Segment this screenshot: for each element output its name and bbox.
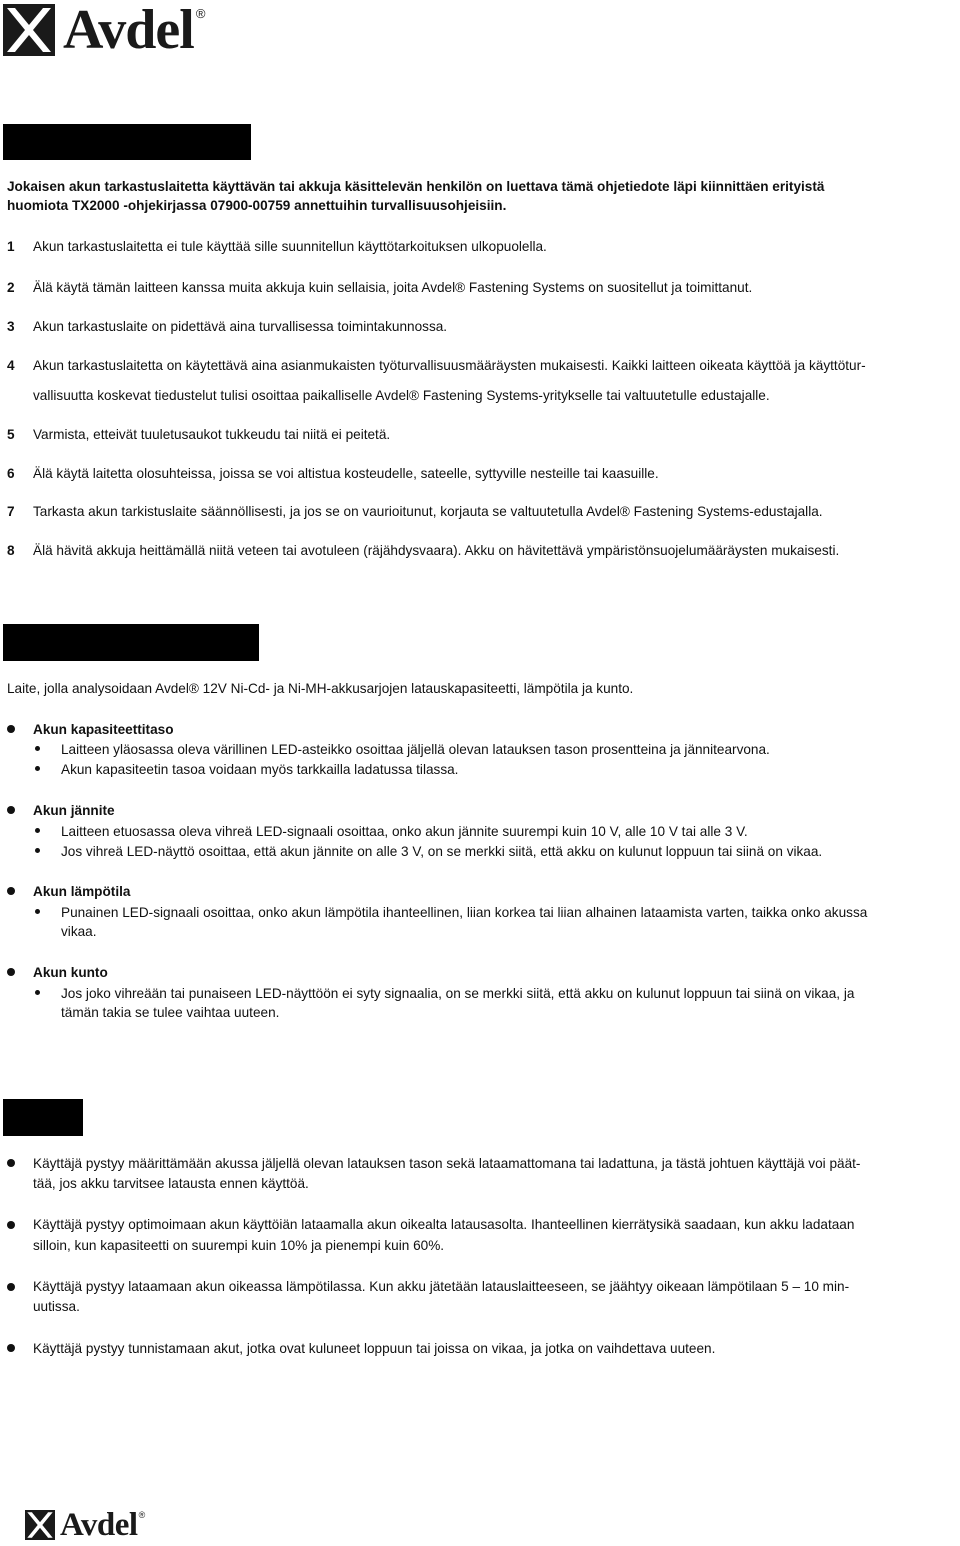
bullet-icon [7, 1283, 15, 1291]
bullet-icon [7, 1344, 15, 1352]
feature-detail: tämän takia se tulee vaihtaa uuteen. [61, 1005, 280, 1020]
avdel-emblem-icon [3, 4, 55, 56]
benefit-text: Käyttäjä pystyy optimoimaan akun käyttöiän lataamalla akun oikealta latausasolta. Ihanteellinen kierrätysikä saadaan, kun akku ladataan [33, 1217, 855, 1232]
safety-item-text: Varmista, etteivät tuuletusaukot tukkeudu tai niitä ei peitetä. [33, 427, 391, 442]
sub-bullet-icon [35, 746, 40, 751]
feature-title: Akun kapasiteettitaso [33, 722, 174, 737]
safety-item-number: 3 [7, 319, 15, 334]
bullet-icon [7, 806, 15, 814]
safety-item-text: Akun tarkastuslaitetta on käytettävä aina asianmukaisten työturvallisuusmääräysten mukaisesti. Kaikki laitteen oikeata käyttöä ja käyttötur- [33, 358, 866, 373]
avdel-logo-top [3, 0, 206, 61]
safety-item-number: 5 [7, 427, 15, 442]
feature-title: Akun lämpötila [33, 884, 131, 899]
safety-item-number: 4 [7, 358, 15, 373]
section-heading-bar-benefits [3, 1099, 83, 1136]
description-intro: Laite, jolla analysoidaan Avdel® 12V Ni-Cd- ja Ni-MH-akkusarjojen latauskapasiteetti, lämpötila ja kunto. [7, 681, 634, 696]
brand-reg-mark: ® [195, 6, 206, 21]
bullet-icon [7, 887, 15, 895]
safety-item-number: 7 [7, 504, 15, 519]
benefit-text: silloin, kun kapasiteetti on suurempi kuin 10% ja pienempi kuin 60%. [33, 1238, 445, 1253]
safety-item-text: Akun tarkastuslaitetta ei tule käyttää sille suunnitellun käyttötarkoituksen ulkopuolella. [33, 239, 547, 254]
safety-item-text: vallisuutta koskevat tiedustelut tulisi osoittaa paikalliselle Avdel® Fastening Systems-yritykselle tai valtuutetulle edustajalle. [33, 388, 770, 403]
safety-item-text: Akun tarkastuslaite on pidettävä aina turvallisessa toimintakunnossa. [33, 319, 448, 334]
bullet-icon [7, 1221, 15, 1229]
sub-bullet-icon [35, 909, 40, 914]
safety-item-text: Älä käytä laitetta olosuhteissa, joissa se voi altistua kosteudelle, sateelle, syttyville nesteille tai kaasuille. [33, 466, 659, 481]
sub-bullet-icon [35, 990, 40, 995]
benefit-text: tää, jos akku tarvitsee latausta ennen käyttöä. [33, 1176, 309, 1191]
avdel-logo-bottom [25, 1509, 145, 1541]
section-heading-bar-description [3, 624, 259, 661]
sub-bullet-icon [35, 766, 40, 771]
avdel-emblem-icon [25, 1510, 55, 1540]
safety-item-number: 6 [7, 466, 15, 481]
feature-detail: Jos vihreä LED-näyttö osoittaa, että akun jännite on alle 3 V, on se merkki siitä, että akku on kulunut loppuun tai siinä on vikaa. [61, 844, 823, 859]
safety-item-number: 8 [7, 543, 15, 558]
safety-item-text: Tarkasta akun tarkistuslaite säännöllisesti, ja jos se on vaurioitunut, korjauta se valtuutetulla Avdel® Fastening Systems-edustajalla. [33, 504, 823, 519]
benefit-text: Käyttäjä pystyy määrittämään akussa jäljellä olevan latauksen tason sekä lataamattomana tai ladattuna, ja tästä johtuen käyttäjä voi päät- [33, 1156, 861, 1171]
feature-detail: vikaa. [61, 924, 97, 939]
benefit-text: uutissa. [33, 1299, 80, 1314]
bullet-icon [7, 1159, 15, 1167]
safety-item-number: 2 [7, 280, 15, 295]
feature-detail: Punainen LED-signaali osoittaa, onko akun lämpötila ihanteellinen, liian korkea tai liian alhainen lataamista varten, taikka onko akussa [61, 905, 868, 920]
sub-bullet-icon [35, 848, 40, 853]
bullet-icon [7, 968, 15, 976]
safety-item-text: Älä käytä tämän laitteen kanssa muita akkuja kuin sellaisia, joita Avdel® Fastening Systems on suositellut ja toimittanut. [33, 280, 753, 295]
feature-detail: Laitteen yläosassa oleva värillinen LED-asteikko osoittaa jäljellä olevan latauksen tason prosentteina ja jännitearvona. [61, 742, 770, 757]
feature-title: Akun kunto [33, 965, 108, 980]
feature-detail: Laitteen etuosassa oleva vihreä LED-signaali osoittaa, onko akun jännite suurempi kuin 10 V, alle 10 V tai alle 3 V. [61, 824, 748, 839]
sub-bullet-icon [35, 828, 40, 833]
feature-detail: Akun kapasiteetin tasoa voidaan myös tarkkailla ladatussa tilassa. [61, 762, 459, 777]
intro-line-2: huomiota TX2000 -ohjekirjassa 07900-00759 annettuihin turvallisuusohjeisiin. [7, 198, 507, 213]
bullet-icon [7, 725, 15, 733]
brand-name: Avdel [63, 0, 194, 61]
benefit-text: Käyttäjä pystyy lataamaan akun oikeassa lämpötilassa. Kun akku jätetään latauslaitteeseen, se jäähtyy oikeaan lämpötilaan 5 – 10 min- [33, 1279, 850, 1294]
feature-title: Akun jännite [33, 803, 115, 818]
intro-line-1: Jokaisen akun tarkastuslaitetta käyttävän tai akkuja käsittelevän henkilön on luettava tämä ohjetiedote läpi kiinnittäen erityistä [7, 179, 825, 194]
safety-item-number: 1 [7, 239, 15, 254]
brand-name: Avdel [60, 1507, 138, 1543]
section-heading-bar-safety [3, 124, 251, 160]
safety-item-text: Älä hävitä akkuja heittämällä niitä veteen tai avotuleen (räjähdysvaara). Akku on hävitettävä ympäristönsuojelumääräysten mukaisesti. [33, 543, 840, 558]
feature-detail: Jos joko vihreään tai punaiseen LED-näyttöön ei syty signaalia, on se merkki siitä, että akku on kulunut loppuun tai siinä on vikaa, ja [61, 986, 855, 1001]
benefit-text: Käyttäjä pystyy tunnistamaan akut, jotka ovat kuluneet loppuun tai joissa on vikaa, ja jotka on vaihdettava uuteen. [33, 1341, 716, 1356]
brand-reg-mark: ® [138, 1510, 146, 1520]
